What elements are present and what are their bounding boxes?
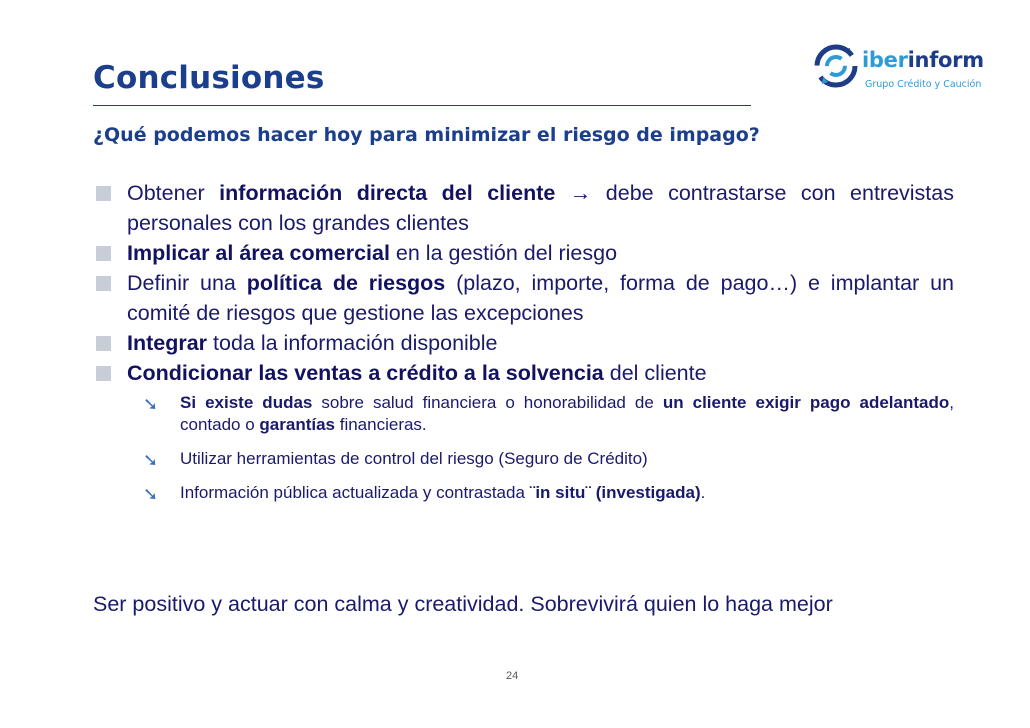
- closing-statement: Ser positivo y actuar con calma y creatividad. Sobrevivirá quien lo haga mejor: [93, 592, 833, 616]
- list-item: Integrar toda la información disponible: [96, 328, 954, 358]
- iberinform-logo: [810, 42, 990, 102]
- page-number: 24: [506, 670, 519, 682]
- title-divider: [93, 105, 751, 106]
- logo-wordmark: iberinform: [862, 48, 984, 72]
- list-item: Obtener información directa del cliente → debe contrastarse con entrevistas personales con los grandes clientes: [96, 178, 954, 238]
- sub-list-item: ➘ Información pública actualizada y contrastada ¨in situ¨ (investigada).: [143, 483, 706, 504]
- square-bullet-icon: [96, 336, 111, 351]
- iberinform-logo-icon: [814, 44, 858, 88]
- list-item: Condicionar las ventas a crédito a la solvencia del cliente: [96, 358, 954, 388]
- arrow-down-right-icon: ➘: [143, 484, 159, 504]
- arrow-down-right-icon: ➘: [143, 450, 159, 470]
- arrow-right-icon: →: [555, 181, 606, 205]
- logo-tagline: Grupo Crédito y Caución: [865, 79, 982, 90]
- square-bullet-icon: [96, 366, 111, 381]
- square-bullet-icon: [96, 276, 111, 291]
- list-item: Definir una política de riesgos (plazo, importe, forma de pago…) e implantar un comité de riesgos que gestione las excepciones: [96, 268, 954, 328]
- square-bullet-icon: [96, 246, 111, 261]
- conclusions-list: [96, 178, 954, 504]
- list-item: Implicar al área comercial en la gestión del riesgo: [96, 238, 954, 268]
- sub-list-item: ➘ Utilizar herramientas de control del riesgo (Seguro de Crédito): [143, 449, 648, 470]
- arrow-down-right-icon: ➘: [143, 394, 159, 414]
- sub-list-item: ➘ Si existe dudas sobre salud financiera o honorabilidad de un cliente exigir pago adelantado, contado o garantías financieras.: [143, 393, 954, 434]
- page-title: Conclusiones: [93, 60, 325, 96]
- page-subtitle: ¿Qué podemos hacer hoy para minimizar el riesgo de impago?: [93, 124, 760, 146]
- square-bullet-icon: [96, 186, 111, 201]
